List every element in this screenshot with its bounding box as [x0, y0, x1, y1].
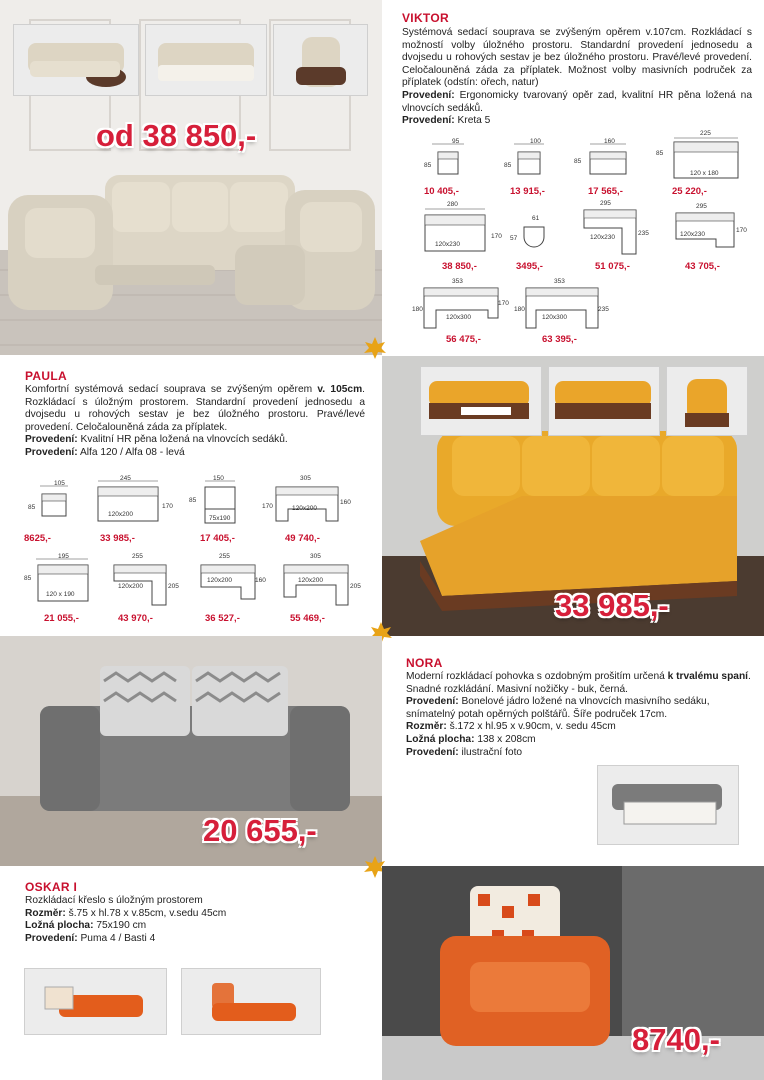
viktor-price-9: 56 475,- — [446, 334, 481, 345]
viktor-price-main: od 38 850,- — [96, 118, 257, 153]
paula-thumb-1 — [420, 366, 542, 436]
viktor-module-4: 225 85 120 x 180 — [650, 134, 750, 184]
viktor-description: Systémová sedací souprava se zvýšeným opěrem v.107cm. Rozkládací s možností volby úložného prostoru. Standardní provedení jednosedu a dvojsedu u rohových sestav je bez úložného prostoru. Pravé/levé provedení. Celočalouněná záda za příplatek. Možnost volby masivních područek za příplatek (odstín: ořech, natur) Provedení: Ergonomicky tvarovaný opěr zad, kvalitní HR pěna ložená na vlnovcích sedáků. Provedení: Kreta 5 — [402, 27, 752, 127]
paula-module-8: 305 205 120x200 — [278, 553, 368, 611]
paula-module-5: 195 85 120 x 190 — [24, 553, 104, 607]
viktor-thumb-3 — [273, 24, 368, 96]
paula-module-6: 255 205 120x200 — [108, 553, 184, 611]
nora-title: NORA — [406, 656, 443, 670]
viktor-module-7: 295 235 120x230 — [578, 200, 658, 260]
oskar-description: Rozkládací křeslo s úložným prostorem Rozměr: š.75 x hl.78 x v.85cm, v.sedu 45cm Ložná plocha: 75x190 cm Provedení: Puma 4 / Basti 4 — [25, 895, 227, 944]
viktor-module-3: 160 85 — [570, 140, 640, 184]
paula-price-3: 17 405,- — [200, 533, 235, 544]
paula-price-8: 55 469,- — [290, 613, 325, 624]
viktor-price-3: 17 565,- — [588, 186, 623, 197]
paula-module-7: 255 160 120x200 — [195, 553, 271, 611]
nora-prov-label: Provedení: — [406, 696, 459, 708]
viktor-price-7: 51 075,- — [595, 261, 630, 272]
paula-price-1: 8625,- — [24, 533, 51, 544]
oskar-title: OSKAR I — [25, 880, 78, 894]
paula-module-1: 105 85 — [24, 480, 84, 526]
nora-description: Moderní rozkládací pohovka s ozdobným prošitím určená k trvalému spaní. Snadné rozkládání. Masivní nožičky - buk, černá. Provedení: Bonelové jádro ložené na vlnovcích masivního sedáku, snímatelný potah opěrných polštářů. Šíře područek 17cm. Rozměr: š.172 x hl.95 x v.90cm, v. sedu 45cm Ložná plocha: 138 x 208cm Provedení: ilustrační foto — [406, 671, 751, 758]
viktor-module-6: 61 57 — [510, 215, 560, 255]
paula-price-5: 21 055,- — [44, 613, 79, 624]
viktor-price-8: 43 705,- — [685, 261, 720, 272]
nora-thumb — [597, 765, 739, 845]
oskar-rozmer-label: Rozměr: — [25, 907, 66, 919]
paula-price-7: 36 527,- — [205, 613, 240, 624]
oskar-prov-label: Provedení: — [25, 932, 78, 944]
viktor-thumb-2 — [145, 24, 267, 96]
viktor-prov1-label: Provedení: — [402, 89, 455, 101]
paula-thumb-2 — [548, 366, 660, 436]
viktor-module-2: 100 85 — [500, 140, 560, 184]
nora-main-photo — [0, 636, 382, 866]
paula-price-2: 33 985,- — [100, 533, 135, 544]
viktor-price-5: 38 850,- — [442, 261, 477, 272]
paula-thumb-3 — [666, 366, 748, 436]
paula-prov2-label: Provedení: — [25, 446, 78, 458]
oskar-thumb-2 — [181, 968, 321, 1035]
nora-rozmer-label: Rozměr: — [406, 721, 447, 733]
nora-lozna-label: Ložná plocha: — [406, 733, 475, 745]
viktor-price-1: 10 405,- — [424, 186, 459, 197]
paula-description: Komfortní systémová sedací souprava se zvýšeným opěrem v. 105cm. Rozkládací s úložným prostorem. Standardní provedení jednosedu a dvojsedu u rohových sestav je bez úložného prostoru. Pravé/levé provedení. Celočalouněná záda za příplatek. Provedení: Kvalitní HR pěna ložená na vlnovcích sedáků. Provedení: Alfa 120 / Alfa 08 - levá — [25, 384, 365, 458]
oskar-lozna-label: Ložná plocha: — [25, 920, 94, 932]
paula-prov1-label: Provedení: — [25, 434, 78, 446]
paula-module-2: 245 170 120x200 — [92, 475, 172, 529]
viktor-module-5: 280 170 120x230 — [415, 203, 505, 257]
paula-module-4: 305 170 160 120x200 — [262, 475, 354, 529]
paula-title: PAULA — [25, 369, 67, 383]
viktor-module-10: 353 180 235 120x300 — [512, 278, 612, 334]
oskar-price-main: 8740,- — [632, 1022, 720, 1057]
paula-module-3: 150 85 75x190 — [185, 475, 245, 529]
nora-price-main: 20 655,- — [203, 813, 317, 848]
viktor-module-9: 353 180 170 120x300 — [410, 278, 506, 334]
viktor-module-1: 95 85 — [420, 140, 480, 184]
viktor-prov2-label: Provedení: — [402, 115, 455, 127]
viktor-price-10: 63 395,- — [542, 334, 577, 345]
viktor-thumb-1 — [13, 24, 139, 96]
oskar-thumb-1 — [24, 968, 167, 1035]
viktor-module-8: 295 170 120x230 — [670, 203, 750, 253]
nora-prov2-label: Provedení: — [406, 746, 459, 758]
viktor-title: VIKTOR — [402, 11, 449, 25]
viktor-price-4: 25 220,- — [672, 186, 707, 197]
viktor-price-6: 3495,- — [516, 261, 543, 272]
paula-price-main: 33 985,- — [555, 588, 669, 623]
viktor-price-2: 13 915,- — [510, 186, 545, 197]
paula-price-6: 43 970,- — [118, 613, 153, 624]
paula-price-4: 49 740,- — [285, 533, 320, 544]
